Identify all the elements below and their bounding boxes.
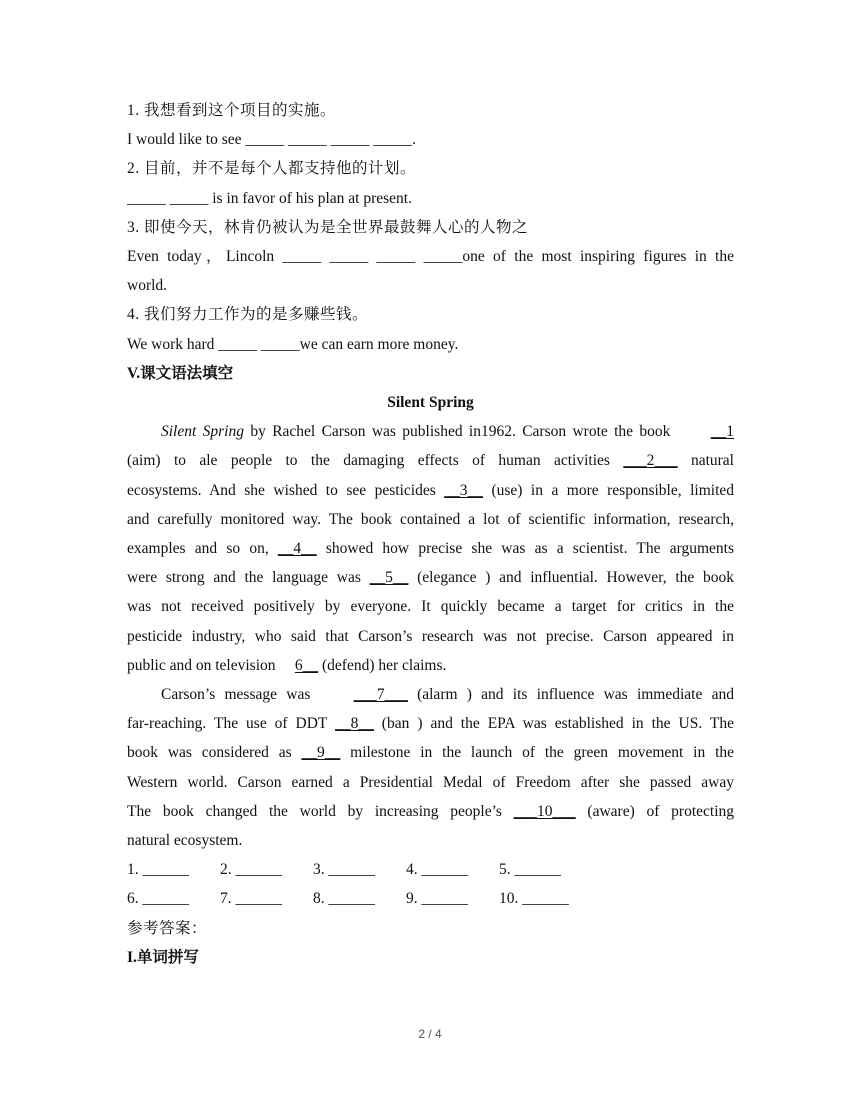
text-segment: (defend) her claims. (318, 656, 447, 674)
answer-slot: 7. ______ (220, 890, 282, 908)
answer-slot: 9. ______ (406, 890, 468, 908)
paragraph-line: pesticide industry, who said that Carson’s research was not precise. Carson appeared in (127, 627, 734, 645)
text-segment: (use) in a more responsible, limited (482, 481, 734, 499)
answer-key-label: 参考答案： (127, 919, 208, 937)
translation-3-en-line2: world. (127, 277, 168, 295)
passage-title: Silent Spring (387, 394, 474, 412)
answer-slot: 3. ______ (313, 861, 375, 879)
blank-5: __5__ (369, 569, 409, 587)
text-segment: book was considered as (127, 744, 302, 762)
paragraph-line: Western world. Carson earned a Presidential Medal of Freedom after she passed away (127, 773, 734, 791)
text-segment: natural (677, 452, 734, 470)
text-segment: showed how precise she was as a scientist. The arguments (316, 540, 734, 558)
blank-3: __3__ (444, 481, 483, 499)
section-1-heading: I.单词拼写 (127, 948, 199, 966)
text-segment: (aware) of protecting (575, 802, 735, 820)
blank-10: ___10___ (513, 802, 576, 820)
text-segment: public and on television (127, 656, 295, 674)
translation-1-en: I would like to see _____ _____ _____ _____. (127, 131, 416, 149)
paragraph-line (127, 797, 734, 826)
paragraph-line (127, 534, 734, 563)
paragraph-line: natural ecosystem. (127, 832, 243, 850)
book-title: Silent Spring (161, 423, 244, 441)
text-segment: (elegance ) and influential. However, the book (408, 569, 735, 587)
paragraph-line (127, 651, 734, 680)
section-5-heading: V.课文语法填空 (127, 364, 234, 382)
paragraph-line: was not received positively by everyone. It quickly became a target for critics in the (127, 598, 734, 616)
text-segment: milestone in the launch of the green movement in the (340, 744, 735, 762)
text-segment: by Rachel Carson was published in1962. Carson wrote the book (244, 423, 677, 441)
answer-row-2 (127, 884, 734, 913)
document-page (127, 96, 734, 972)
blank-8: __8__ (335, 715, 374, 733)
paragraph-line (127, 476, 734, 505)
text-segment: (aim) to ale people to the damaging effects of human activities (127, 452, 624, 470)
text-segment: far-reaching. The use of DDT (127, 715, 336, 733)
paragraph-line: and carefully monitored way. The book contained a lot of scientific information, research, (127, 510, 734, 528)
text-segment: examples and so on, (127, 540, 278, 558)
answer-slot: 4. ______ (406, 861, 468, 879)
answer-slot: 2. ______ (220, 861, 282, 879)
paragraph-line (127, 563, 734, 592)
text-segment: (ban ) and the EPA was established in the US. The (373, 715, 734, 733)
blank-7: ___7___ (353, 686, 408, 704)
blank-4: __4__ (277, 540, 317, 558)
translation-2-en: _____ _____ is in favor of his plan at present. (127, 189, 412, 207)
translation-1-cn: 1. 我想看到这个项目的实施。 (127, 102, 337, 119)
answer-slot: 6. ______ (127, 890, 189, 908)
text-segment: were strong and the language was (127, 569, 370, 587)
blank-6: 6__ (294, 656, 319, 674)
text-segment: (alarm ) and its influence was immediate and (407, 686, 734, 704)
translation-4-cn: 4. 我们努力工作为的是多赚些钱。 (127, 306, 369, 324)
text-segment: The book changed the world by increasing people’s (127, 802, 514, 820)
paragraph-line (127, 680, 734, 709)
paragraph-line (127, 446, 734, 475)
blank-1: __1 (710, 423, 734, 441)
paragraph-line (127, 709, 734, 738)
answer-row-1 (127, 855, 734, 884)
text-segment: Carson’s message was (161, 686, 320, 704)
text-segment: ecosystems. And she wished to see pesticides (127, 481, 445, 499)
translation-4-en: We work hard _____ _____we can earn more money. (127, 335, 459, 353)
translation-2-cn: 2. 目前，并不是每个人都支持他的计划。 (127, 160, 417, 178)
blank-9: __9__ (301, 744, 341, 762)
passage-paragraph-2 (127, 680, 734, 855)
answer-slot: 8. ______ (313, 890, 375, 908)
paragraph-line (127, 738, 734, 767)
answer-slot: 1. ______ (127, 861, 189, 879)
answer-slot: 10. ______ (499, 890, 569, 908)
translation-3-en-line1: Even today，Lincoln _____ _____ _____ _____one of the most inspiring figures in the (127, 248, 734, 266)
page-number: 2 / 4 (418, 1027, 442, 1041)
translation-3-cn: 3. 即使今天，林肯仍被认为是全世界最鼓舞人心的人物之 (127, 218, 529, 236)
passage-paragraph-1 (127, 417, 734, 680)
blank-2: ___2___ (623, 452, 678, 470)
paragraph-line (127, 417, 734, 446)
answer-slot: 5. ______ (499, 861, 561, 879)
